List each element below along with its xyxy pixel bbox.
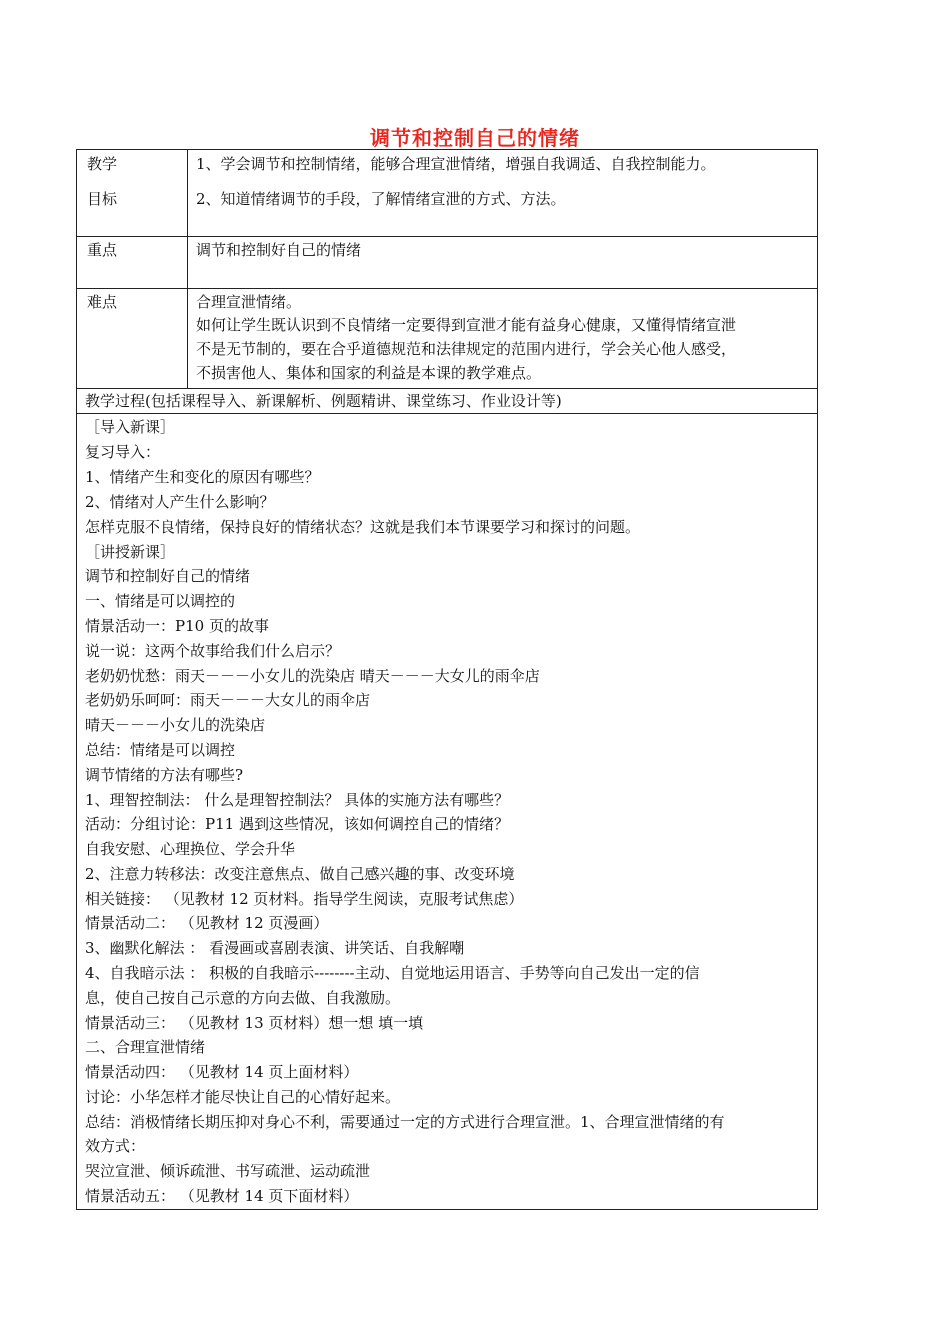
body-line: 息，使自己按自己示意的方向去做、自我激励。 [85,989,401,1007]
body-line: 晴天－－－小女儿的洗染店 [85,716,266,734]
body-line: 1、情绪产生和变化的原因有哪些？ [85,468,320,486]
body-line: 1、理智控制法： 什么是理智控制法？ 具体的实施方法有哪些？ [85,791,510,809]
body-line: 相关链接： （见教材 12 页材料。指导学生阅读，克服考试焦虑） [85,890,524,908]
body-line: 情景活动三： （见教材 13 页材料）想一想 填一填 [85,1014,424,1032]
body-line: 效方式： [85,1137,146,1155]
body-line: 2、注意力转移法：改变注意焦点、做自己感兴趣的事、改变环境 [85,865,515,883]
row-goals [77,150,817,237]
body-line: ［讲授新课］ [85,543,176,561]
body-line: 老奶奶忧愁：雨天－－－小女儿的洗染店 晴天－－－大女儿的雨伞店 [85,667,540,685]
body-line: 一、情绪是可以调控的 [85,592,236,610]
body-line: 说一说：这两个故事给我们什么启示？ [85,642,341,660]
body-line: ［导入新课］ [85,418,176,436]
body-line: 2、情绪对人产生什么影响？ [85,493,275,511]
difficulty-line: 如何让学生既认识到不良情绪一定要得到宣泄才能有益身心健康，又懂得情绪宣泄 [196,316,737,334]
body-line: 情景活动一：P10 页的故事 [85,617,269,635]
body-line: 哭泣宣泄、倾诉疏泄、书写疏泄、运动疏泄 [85,1162,371,1180]
difficulty-line: 不损害他人、集体和国家的利益是本课的教学难点。 [196,364,542,382]
process-header: 教学过程(包括课程导入、新课解析、例题精讲、课堂练习、作业设计等) [85,392,562,410]
key-label-text: 重点 [87,241,118,259]
body-line: 老奶奶乐呵呵：雨天－－－大女儿的雨伞店 [85,691,371,709]
row-key-point [77,237,817,289]
body-line: 总结：消极情绪长期压抑对身心不利，需要通过一定的方式进行合理宣泄。1、合理宣泄情绪的有 [85,1113,725,1131]
body-line: 讨论：小华怎样才能尽快让自己的心情好起来。 [85,1088,401,1106]
body-line: 调节情绪的方法有哪些? [85,766,244,784]
body-line: 自我安慰、心理换位、学会升华 [85,840,296,858]
body-line: 总结：情绪是可以调控 [85,741,236,759]
body-line: 情景活动二： （见教材 12 页漫画） [85,914,329,932]
body-line: 情景活动四： （见教材 14 页上面材料） [85,1063,359,1081]
body-line: 怎样克服不良情绪，保持良好的情绪状态？这就是我们本节课要学习和探讨的问题。 [85,518,641,536]
key-point-text: 调节和控制好自己的情绪 [196,241,362,259]
difficulty-label [77,289,188,388]
body-line: 复习导入： [85,443,161,461]
body-line: 调节和控制好自己的情绪 [85,567,251,585]
difficulty-line: 不是无节制的，要在合乎道德规范和法律规定的范围内进行，学会关心他人感受， [196,340,737,358]
goal-item: 1、学会调节和控制情绪，能够合理宣泄情绪，增强自我调适、自我控制能力。 [196,155,716,173]
body-line: 4、自我暗示法 ： 积极的自我暗示--------主动、自觉地运用语言、手势等向自己发出一定的信 [85,964,700,982]
body-line: 3、幽默化解法 ： 看漫画或喜剧表演、讲笑话、自我解嘲 [85,939,465,957]
difficulty-label-text: 难点 [87,293,118,311]
lesson-table [76,149,818,1210]
key-label [77,237,188,288]
body-line: 情景活动五： （见教材 14 页下面材料） [85,1187,359,1205]
page-title: 调节和控制自己的情绪 [370,126,580,150]
row-process-header [77,389,817,414]
body-line: 活动：分组讨论：P11 遇到这些情况，该如何调控自己的情绪？ [85,815,509,833]
body-line: 二、合理宣泄情绪 [85,1038,206,1056]
goals-label-line-2: 目标 [87,190,118,208]
difficulty-line: 合理宣泄情绪。 [196,293,302,311]
goal-item: 2、知道情绪调节的手段，了解情绪宣泄的方式、方法。 [196,190,566,208]
goals-label [77,150,188,236]
goals-label-line-1: 教学 [87,155,118,173]
row-difficulty [77,289,817,389]
